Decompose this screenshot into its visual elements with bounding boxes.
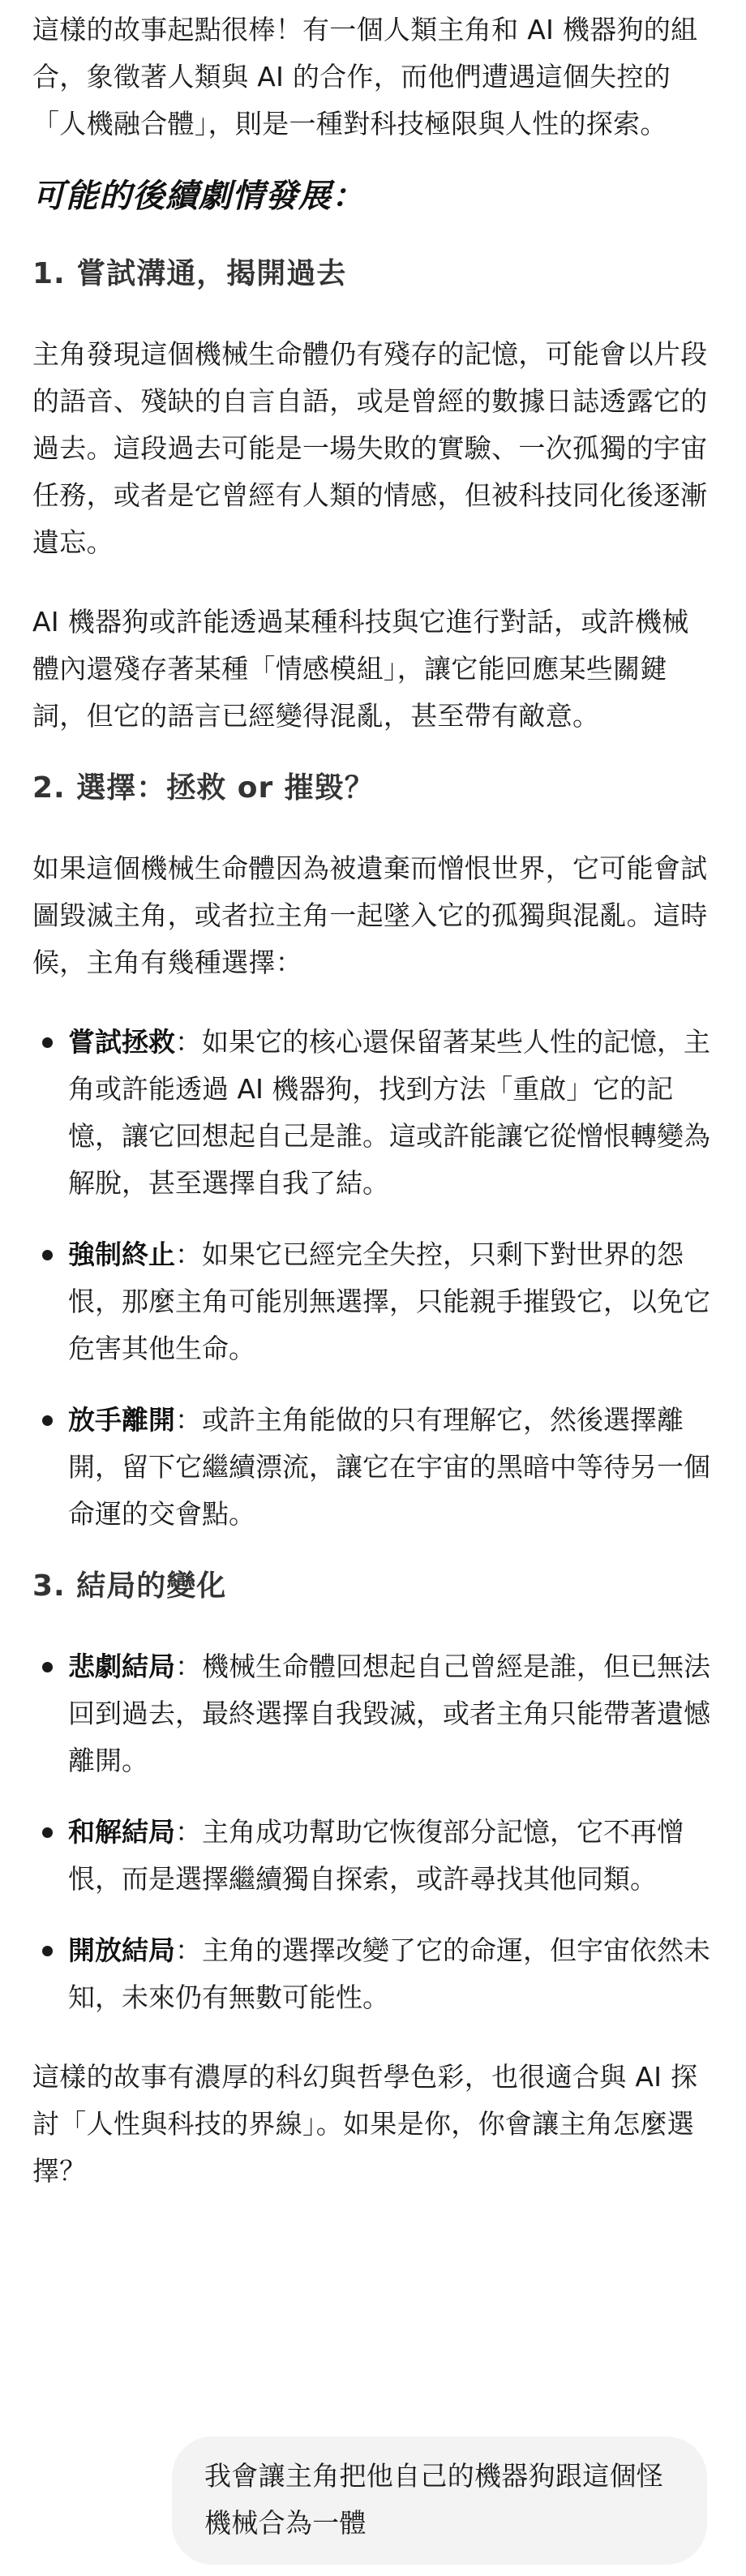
option-text: ：或許主角能做的只有理解它，然後選擇離開，留下它繼續漂流，讓它在宇宙的黑暗中等待另一個命運的交會點。: [68, 1404, 710, 1530]
option-label: 開放結局: [68, 1934, 175, 1966]
option-text: ：如果它已經完全失控，只剩下對世界的怨恨，那麼主角可能別無選擇，只能親手摧毀它，以免它危害其他生命。: [68, 1239, 710, 1364]
section1-paragraph-memory: 主角發現這個機械生命體仍有殘存的記憶，可能會以片段的語音、殘缺的自言自語，或是曾經的數據日誌透露它的過去。這段過去可能是一場失敗的實驗、一次孤獨的宇宙任務，或者是它曾經有人類的情感，但被科技同化後逐漸遺忘。: [32, 338, 708, 558]
list-item-open-ending: [32, 1927, 714, 2021]
option-text: ：主角的選擇改變了它的命運，但宇宙依然未知，未來仍有無數可能性。: [68, 1934, 710, 2013]
choice-options-list: [32, 1019, 714, 1538]
option-text: ：主角成功幫助它恢復部分記憶，它不再憎恨，而是選擇繼續獨自探索，或許尋找其他同類。: [68, 1816, 684, 1895]
option-label: 放手離開: [68, 1404, 175, 1436]
closing-paragraph: 這樣的故事有濃厚的科幻與哲學色彩，也很適合與 AI 探討「人性與科技的界線」。如果是你，你會讓主角怎麼選擇？: [32, 2061, 698, 2187]
option-label: 和解結局: [68, 1816, 175, 1848]
bullet-dot: [42, 1250, 53, 1260]
list-item-leave: [32, 1397, 714, 1538]
user-message-bubble: [172, 2436, 707, 2565]
ending-options-list: [32, 1643, 714, 2021]
list-item-rescue: [32, 1019, 714, 1207]
option-text: ：機械生命體回想起自己曾經是誰，但已無法回到過去，最終選擇自我毀滅，或者主角只能帶著遺憾離開。: [68, 1651, 710, 1776]
section-heading-choice: 2. 選擇：拯救 or 摧毀？: [32, 771, 375, 805]
bullet-dot: [42, 1946, 53, 1956]
bullet-dot: [42, 1827, 53, 1838]
intro-paragraph: 這樣的故事起點很棒！有一個人類主角和 AI 機器狗的組合，象徵著人類與 AI 的合作，而他們遭遇這個失控的「人機融合體」，則是一種對科技極限與人性的探索。: [32, 14, 698, 140]
option-label: 強制終止: [68, 1239, 175, 1270]
list-item-tragic-ending: [32, 1643, 714, 1784]
section1-paragraph-robot-dog: AI 機器狗或許能透過某種科技與它進行對話，或許機械體內還殘存著某種「情感模組」，讓它能回應某些關鍵詞，但它的語言已經變得混亂，甚至帶有敵意。: [32, 606, 689, 732]
option-text: ：如果它的核心還保留著某些人性的記憶，主角或許能透過 AI 機器狗，找到方法「重啟」它的記憶，讓它回想起自己是誰。這或許能讓它從憎恨轉變為解脫，甚至選擇自我了結。: [68, 1026, 710, 1199]
section-heading-communication: 1. 嘗試溝通，揭開過去: [32, 257, 347, 290]
option-label: 嘗試拯救: [68, 1026, 175, 1058]
user-message-text: 我會讓主角把他自己的機器狗跟這個怪機械合為一體: [204, 2460, 664, 2539]
bullet-dot: [42, 1037, 53, 1048]
option-label: 悲劇結局: [68, 1651, 175, 1682]
bullet-dot: [42, 1415, 53, 1426]
bullet-dot: [42, 1662, 53, 1672]
section2-intro-paragraph: 如果這個機械生命體因為被遺棄而憎恨世界，它可能會試圖毀滅主角，或者拉主角一起墜入它的孤獨與混亂。這時候，主角有幾種選擇：: [32, 852, 708, 978]
list-item-reconcile-ending: [32, 1809, 714, 1903]
section-heading-endings: 3. 結局的變化: [32, 1569, 227, 1603]
assistant-message: [32, 6, 714, 2195]
list-item-terminate: [32, 1231, 714, 1372]
main-heading: 可能的後續劇情發展：: [32, 178, 365, 215]
